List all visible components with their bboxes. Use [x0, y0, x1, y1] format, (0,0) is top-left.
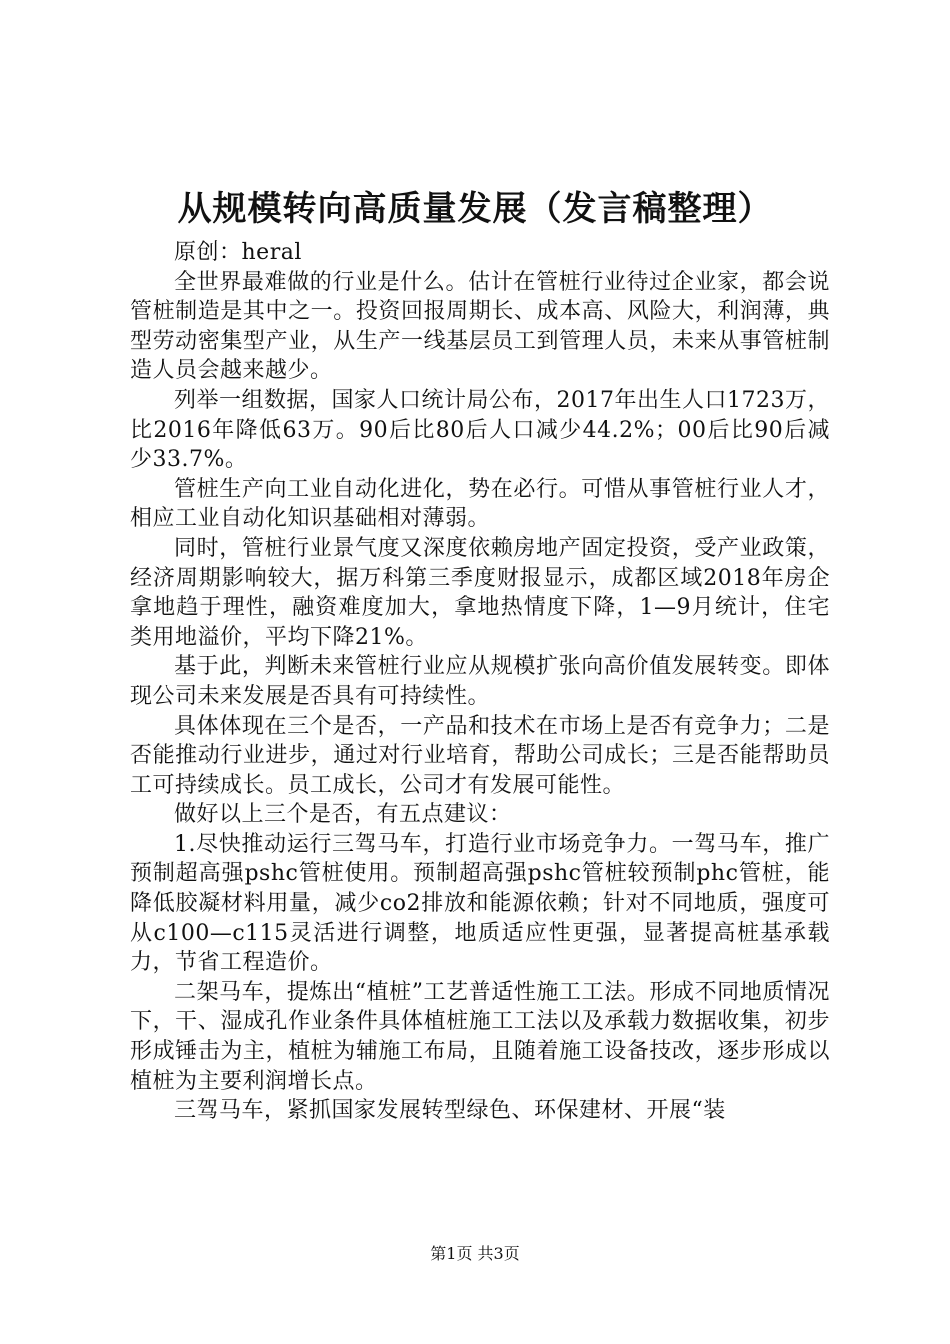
- paragraph: 全世界最难做的行业是什么。估计在管桩行业待过企业家，都会说管桩制造是其中之一。投资回报周期长、成本高、风险大，利润薄，典型劳动密集型产业，从生产一线基层员工到管理人员，未来从事管桩制造人员会越来越少。: [130, 269, 830, 384]
- paragraph: 1.尽快推动运行三驾马车，打造行业市场竞争力。一驾马车，推广预制超高强pshc管桩使用。预制超高强pshc管桩较预制phc管桩，能降低胶凝材料用量，减少co2排放和能源依赖；针对不同地质，强度可从c100—c115灵活进行调整，地质适应性更强，显著提高桩基承载力，节省工程造价。: [130, 831, 830, 976]
- document-body: [130, 238, 830, 1126]
- paragraph: 基于此，判断未来管桩行业应从规模扩张向高价值发展转变。即体现公司未来发展是否具有可持续性。: [130, 654, 830, 709]
- paragraph: 三驾马车，紧抓国家发展转型绿色、环保建材、开展“装: [174, 1098, 726, 1124]
- paragraph: 管桩生产向工业自动化进化，势在必行。可惜从事管桩行业人才，相应工业自动化知识基础相对薄弱。: [130, 476, 830, 532]
- paragraph: 同时，管桩行业景气度又深度依赖房地产固定投资，受产业政策，经济周期影响较大，据万科第三季度财报显示，成都区域2018年房企拿地趋于理性，融资难度加大，拿地热情度下降，1—9月统计，住宅类用地溢价，平均下降21%。: [130, 535, 830, 650]
- page-title: 从规模转向高质量发展（发言稿整理）: [177, 189, 773, 229]
- paragraph: 列举一组数据，国家人口统计局公布，2017年出生人口1723万，比2016年降低63万。90后比80后人口减少44.2%；00后比90后减少33.7%。: [130, 387, 830, 473]
- author-line: 原创：heral: [174, 240, 302, 265]
- paragraph: 做好以上三个是否，有五点建议：: [174, 802, 512, 828]
- paragraph: 二架马车，提炼出“植桩”工艺普适性施工工法。形成不同地质情况下，干、湿成孔作业条件具体植桩施工工法以及承载力数据收集，初步形成锤击为主，植桩为辅施工布局，且随着施工设备技改，逐步形成以植桩为主要利润增长点。: [130, 979, 830, 1094]
- paragraph: 具体体现在三个是否，一产品和技术在市场上是否有竞争力；二是否能推动行业进步，通过对行业培育，帮助公司成长；三是否能帮助员工可持续成长。员工成长，公司才有发展可能性。: [130, 713, 830, 798]
- page-footer: 第1页 共3页: [430, 1244, 520, 1263]
